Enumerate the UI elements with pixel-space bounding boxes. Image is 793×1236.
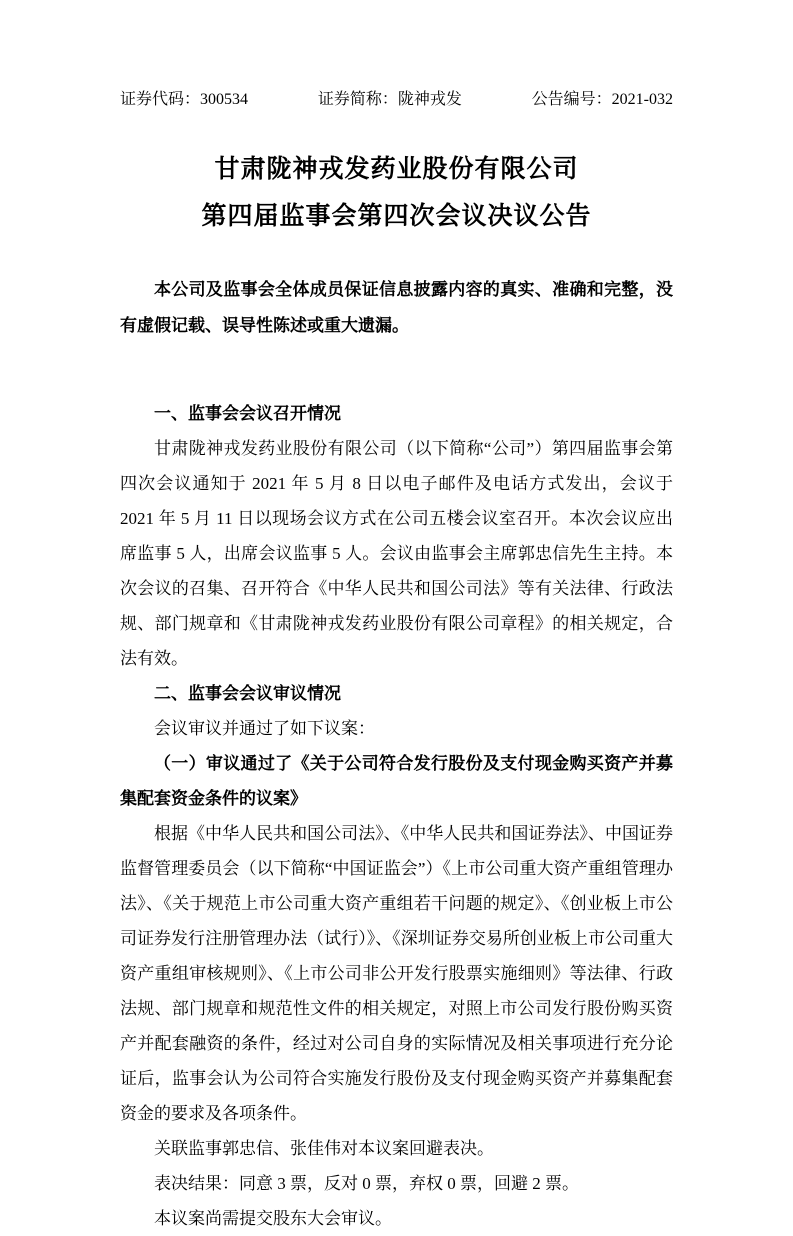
document-body [120,272,673,1236]
section2-heading: 二、监事会会议审议情况 [154,684,341,703]
section1-heading: 一、监事会会议召开情况 [154,404,341,423]
stock-short-name: 证券简称：陇神戎发 [317,91,462,108]
announcement-number: 公告编号：2021-032 [531,91,673,108]
section1-paragraph: 甘肃陇神戎发药业股份有限公司（以下简称“公司”）第四届监事会第四次会议通知于 2021 年 5 月 8 日以电子邮件及电话方式发出，会议于 2021 年 5 月 11 日以现场会议方式在公司五楼会议室召开。本次会议应出席监事 5 人，出席会议监事 5 人。会议由监事会主席郭忠信先生主持。本次会议的召集、召开符合《中华人民共和国公司法》等有关法律、行政法规、部门规章和《甘肃陇神戎发药业股份有限公司章程》的相关规定，合法有效。 [120,439,673,668]
document-title [120,146,673,240]
resolution-item1-paragraph: 根据《中华人民共和国公司法》、《中华人民共和国证券法》、中国证券监督管理委员会（以下简称“中国证监会”）《上市公司重大资产重组管理办法》、《关于规范上市公司重大资产重组若干问题的规定》、《创业板上市公司证券发行注册管理办法（试行）》、《深圳证券交易所创业板上市公司重大资产重组审核规则》、《上市公司非公开发行股票实施细则》等法律、行政法规、部门规章和规范性文件的相关规定，对照上市公司发行股份购买资产并配套融资的条件，经过对公司自身的实际情况及相关事项进行充分论证后，监事会认为公司符合实施发行股份及支付现金购买资产并募集配套资金的要求及各项条件。 [120,824,673,1123]
meeting-resolution-title-line: 第四届监事会第四次会议决议公告 [201,202,592,230]
disclaimer-statement: 本公司及监事会全体成员保证信息披露内容的真实、准确和完整，没有虚假记载、误导性陈述或重大遗漏。 [120,280,673,335]
resolution-item1-vote-result: 表决结果：同意 3 票，反对 0 票，弃权 0 票，回避 2 票。 [154,1174,579,1193]
resolution-item1-heading: （一）审议通过了《关于公司符合发行股份及支付现金购买资产并募集配套资金条件的议案》 [120,754,673,808]
resolution-item1-note: 本议案尚需提交股东大会审议。 [154,1209,392,1228]
document-header [120,88,673,112]
stock-code: 证券代码：300534 [120,91,249,108]
company-name-title-line: 甘肃陇神戎发药业股份有限公司 [214,155,579,183]
resolution-item1-recusal: 关联监事郭忠信、张佳伟对本议案回避表决。 [154,1139,494,1158]
section2-intro: 会议审议并通过了如下议案： [154,719,375,738]
